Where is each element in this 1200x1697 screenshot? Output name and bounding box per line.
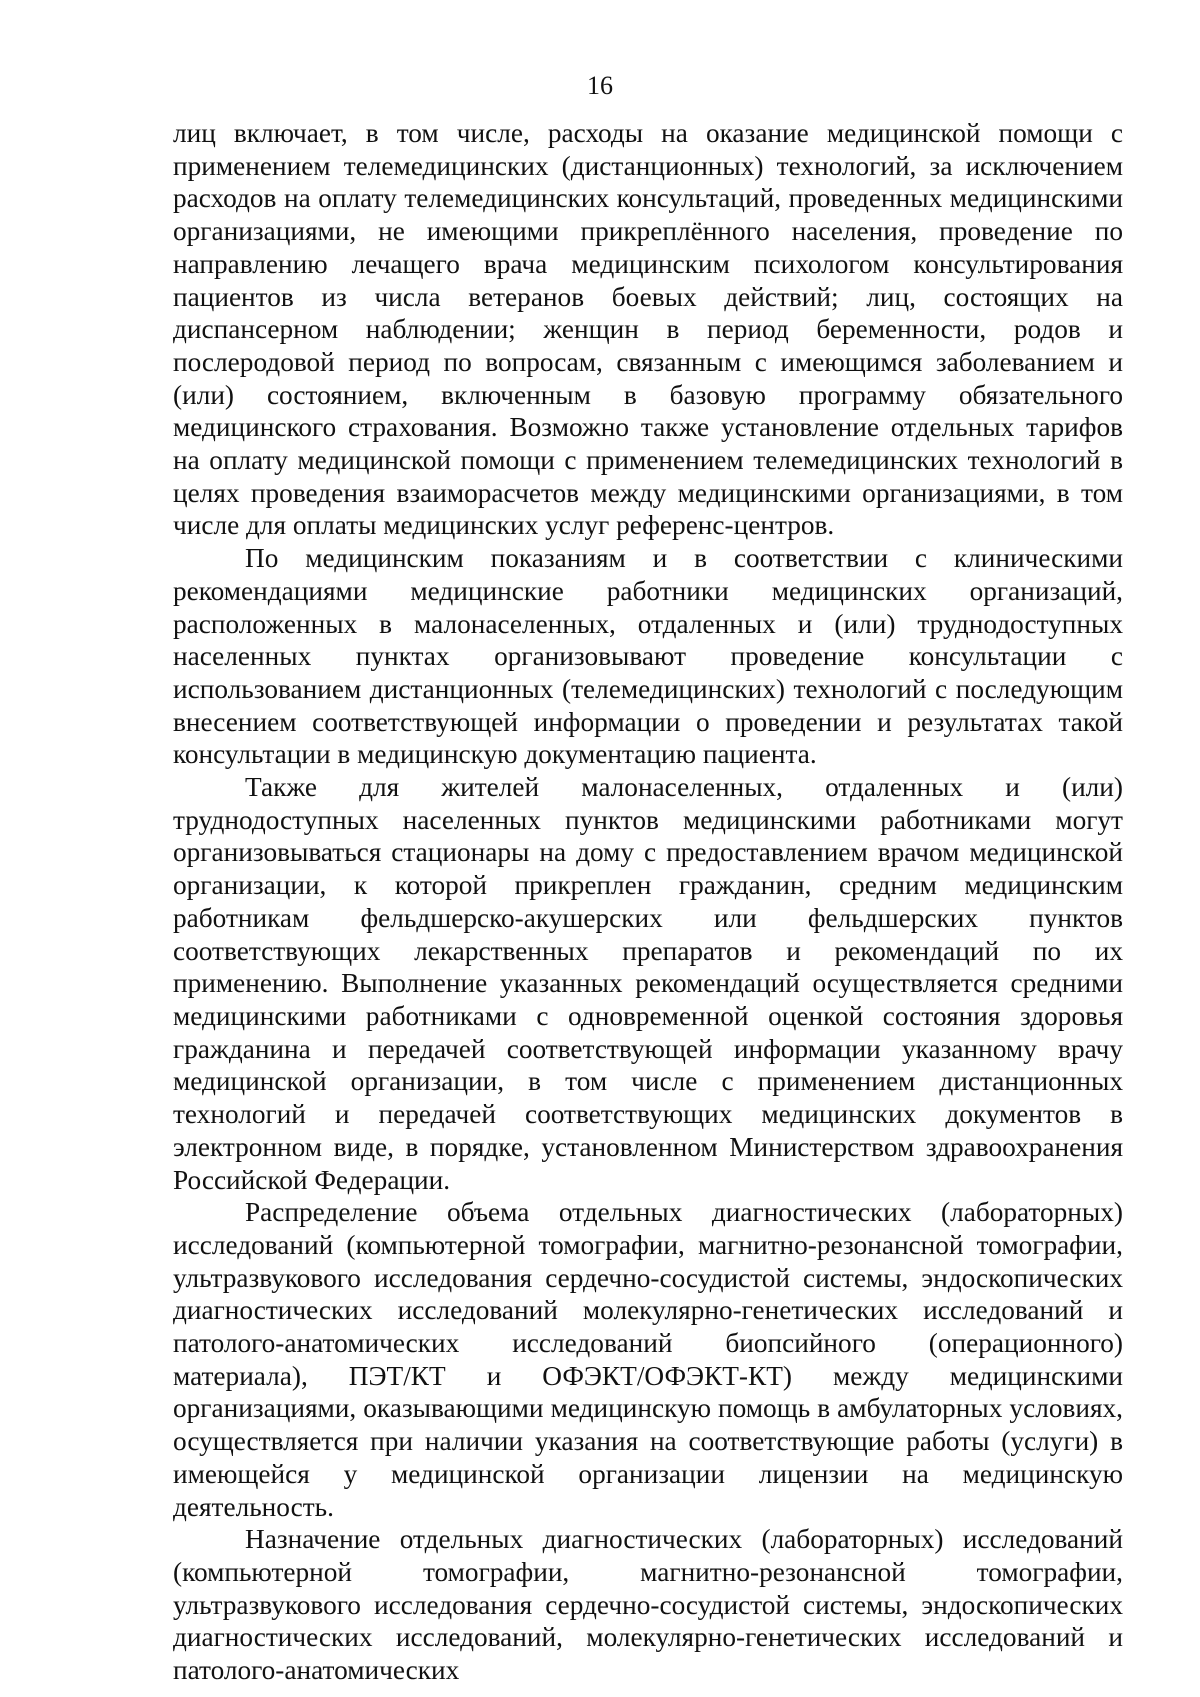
paragraph-telemedicine-expenses: лиц включает, в том числе, расходы на оказание медицинской помощи с применением телемедицинских (дистанционных) технологий, за исключением расходов на оплату телемедицинских консультаций, проведенных медицинскими организациями, не имеющими прикреплённого населения, проведение по направлению лечащего врача медицинским психологом консультирования пациентов из числа ветеранов боевых действий; лиц, состоящих на диспансерном наблюдении; женщин в период беременности, родов и послеродовой период по вопросам, связанным с имеющимся заболеванием и (или) состоянием, включенным в базовую программу обязательного медицинского страхования. Возможно также установление отдельных тарифов на оплату медицинской помощи с применением телемедицинских технологий в целях проведения взаиморасчетов между медицинскими организациями, в том числе для оплаты медицинских услуг референс-центров.: [173, 118, 1123, 541]
paragraph-home-hospitals: Также для жителей малонаселенных, отдаленных и (или) труднодоступных населенных пунктов медицинскими работниками могут организовываться стационары на дому с предоставлением врачом медицинской организации, к которой прикреплен гражданин, средним медицинским работникам фельдшерско-акушерских или фельдшерских пунктов соответствующих лекарственных препаратов и рекомендаций по их применению. Выполнение указанных рекомендаций осуществляется средними медицинскими работниками с одновременной оценкой состояния здоровья гражданина и передачей соответствующей информации указанному врачу медицинской организации, в том числе с применением дистанционных технологий и передачей соответствующих медицинских документов в электронном виде, в порядке, установленном Министерством здравоохранения Российской Федерации.: [173, 772, 1123, 1195]
paragraph-diagnostic-assignment: Назначение отдельных диагностических (лабораторных) исследований (компьютерной томографии, магнитно-резонансной томографии, ультразвукового исследования сердечно-сосудистой системы, эндоскопических диагностических исследований, молекулярно-генетических исследований и патолого-анатомических: [173, 1524, 1123, 1686]
page-number: 16: [587, 71, 613, 100]
paragraph-diagnostic-distribution: Распределение объема отдельных диагностических (лабораторных) исследований (компьютерной томографии, магнитно-резонансной томографии, ультразвукового исследования сердечно-сосудистой системы, эндоскопических диагностических исследований молекулярно-генетических исследований и патолого-анатомических исследований биопсийного (операционного) материала), ПЭТ/КТ и ОФЭКТ/ОФЭКТ-КТ) между медицинскими организациями, оказывающими медицинскую помощь в амбулаторных условиях, осуществляется при наличии указания на соответствующие работы (услуги) в имеющейся у медицинской организации лицензии на медицинскую деятельность.: [173, 1197, 1123, 1522]
document-body: [173, 117, 1123, 1687]
paragraph-remote-consultations: По медицинским показаниям и в соответствии с клиническими рекомендациями медицинские работники медицинских организаций, расположенных в малонаселенных, отдаленных и (или) труднодоступных населенных пунктах организовывают проведение консультации с использованием дистанционных (телемедицинских) технологий с последующим внесением соответствующей информации о проведении и результатах такой консультации в медицинскую документацию пациента.: [173, 543, 1123, 770]
